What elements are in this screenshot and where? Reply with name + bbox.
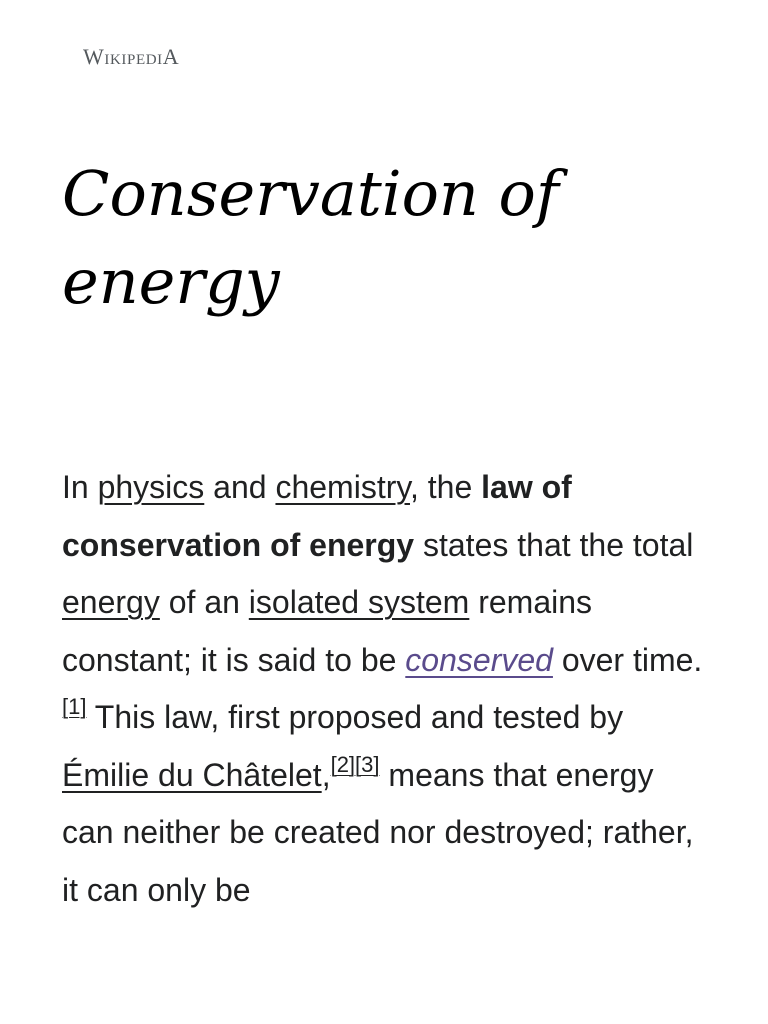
citation-link-2[interactable]: [2] (330, 751, 356, 777)
link-isolated-system[interactable]: isolated system (248, 584, 470, 620)
lead-text: remains constant; it is said to be (62, 584, 593, 678)
bold-term: law of conservation of energy (62, 469, 572, 563)
lead-text: , (321, 756, 331, 793)
lead-text: over time. (552, 641, 703, 678)
citation-2 (331, 752, 355, 777)
link-physics[interactable]: physics (97, 469, 205, 505)
lead-paragraph (62, 459, 712, 919)
citation-1 (62, 694, 86, 719)
wordmark-middle: ikipedi (104, 45, 163, 69)
lead-text: means that energy can neither be created nor destroyed; rather, it can only be (62, 756, 694, 908)
wikipedia-wordmark[interactable] (83, 44, 179, 70)
lead-text: states that the total (414, 526, 694, 563)
link-emilie-du-chatelet[interactable]: Émilie du Châtelet (62, 756, 322, 793)
lead-text: In (62, 469, 98, 505)
link-energy[interactable]: energy (62, 584, 160, 620)
lead-text: of an (159, 584, 249, 620)
wordmark-last-letter: A (162, 44, 180, 69)
link-chemistry[interactable]: chemistry (275, 469, 410, 505)
lead-text: This law, first proposed and tested by (86, 699, 624, 735)
citation-3 (355, 752, 379, 777)
citation-link-1[interactable]: [1] (62, 694, 87, 719)
wordmark-first-letter: W (83, 44, 105, 69)
citation-link-3[interactable]: [3] (355, 751, 380, 777)
page-title: Conservation of energy (62, 157, 559, 318)
lead-text: , the (409, 469, 482, 505)
link-conserved[interactable]: conserved (405, 641, 553, 678)
lead-text: and (204, 469, 276, 505)
